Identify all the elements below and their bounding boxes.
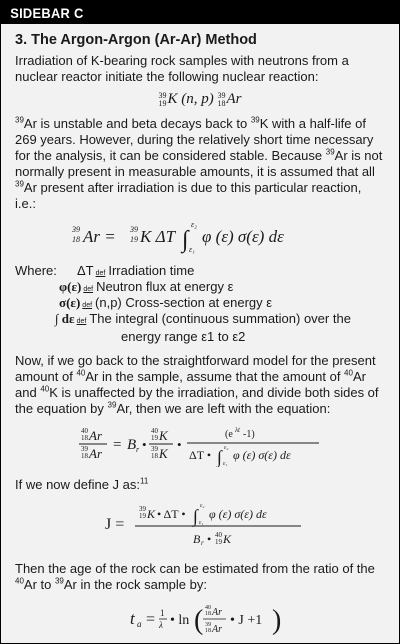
svg-text:Ar: Ar [89,445,102,461]
where-row-range [15,329,385,345]
ratio-equation-graphic [75,423,325,467]
svg-text:• ΔT •: • ΔT • [157,506,186,521]
svg-text:39: 39 [72,224,80,234]
svg-text:∫: ∫ [217,446,222,467]
svg-text:18: 18 [81,433,88,442]
def-symbol: φ(ε) [59,278,82,294]
svg-text:19: 19 [130,234,138,244]
section-title: 3. The Argon-Argon (Ar-Ar) Method [15,32,257,48]
svg-text:=: = [146,610,156,628]
k-symbol: K [167,91,178,107]
def-symbol: ΔT [77,262,94,278]
svg-text:18: 18 [72,234,80,244]
svg-text:40: 40 [151,426,158,435]
j-equation-graphic [75,499,325,551]
svg-text:40: 40 [215,530,222,539]
ar-symbol: Ar [226,91,242,107]
svg-text:Ar: Ar [212,623,222,635]
paragraph-age: Then the age of the rock can be estimated from the ratio of the $^{40}$Ar to $^{39}$Ar in the rock sample by: [15,560,375,592]
svg-text:•: • [207,531,212,546]
svg-text:K: K [159,445,168,461]
svg-text:ε₁: ε₁ [189,244,195,254]
svg-text:(: ( [194,604,204,636]
def-text: (n,p) Cross-section at energy ε [95,294,273,310]
svg-text:Ar: Ar [89,427,102,443]
svg-text:19: 19 [139,511,146,520]
svg-text:ε₂: ε₂ [200,502,205,509]
svg-text:∫: ∫ [193,505,198,526]
where-definitions [15,263,385,345]
svg-text:• ln: • ln [170,612,190,628]
svg-text:1: 1 [160,607,165,618]
svg-text:18: 18 [151,451,158,460]
def-text: Neutron flux at energy ε [96,278,234,294]
ar39-production-equation [15,218,385,257]
svg-text:Ar =: Ar = [83,226,116,246]
svg-text:39: 39 [81,444,88,453]
paragraph-model: Now, if we go back to the straightforward model for the present amount of $^{40}$Ar in the sample, assume that the amount of $^{40}$Ar and $^{40}$K is unaffected by the irradiation, and divide both sides of the equation by $^{39}$Ar, then we are left with the equation: [15,352,379,416]
age-equation [15,599,385,643]
svg-text:•: • [177,436,182,452]
svg-text:39: 39 [151,444,158,453]
reaction-equation [15,91,385,108]
svg-text:ε₁: ε₁ [223,460,228,467]
svg-text:r: r [136,444,140,454]
svg-text:19: 19 [215,537,222,546]
svg-text:39: 39 [205,621,211,628]
np-reaction: (n, p) [181,91,214,107]
svg-text:39: 39 [130,224,138,234]
svg-text:a: a [137,618,142,629]
svg-text:φ (ε) σ(ε) dε: φ (ε) σ(ε) dε [233,447,291,462]
svg-text:19: 19 [151,433,158,442]
svg-text:r: r [201,538,204,547]
svg-text:B: B [127,436,137,453]
ratio-equation [15,423,385,471]
paragraph-define-j: If we now define J as:$^{11}$ [15,476,149,492]
svg-text:ε₂: ε₂ [191,219,197,229]
where-row-integral: ∫ dε def The integral (continuous summation) over the [55,310,351,326]
svg-text:40: 40 [81,426,88,435]
svg-text:λt: λt [235,425,240,434]
ar-isotope-numbers: 39 18 [217,90,226,108]
def-text: The integral (continuous summation) over the [89,310,351,326]
svg-text:K: K [223,531,232,546]
k-isotope-numbers: 39 19 [158,90,167,108]
svg-text:=: = [113,436,122,453]
def-symbol: σ(ε) [59,294,81,310]
svg-text:J =: J = [105,515,125,533]
svg-text:39: 39 [139,504,146,513]
svg-text:∫: ∫ [182,226,189,253]
paragraph-ar39: $^{39}$Ar is unstable and beta decays back to $^{39}$K with a half-life of 269 years. However, during the relatively short time necessary for the analysis, it can be considered stable. Because $^{39}$Ar is not normally present in measurable amounts, it is assumed that all $^{39}$Ar present after irradiation is due to this particular reaction, i.e.: [15,115,383,211]
where-row-cross-section: σ(ε) def (n,p) Cross-section at energy ε [59,294,273,310]
j-equation [15,499,385,555]
age-equation-graphic [90,599,310,639]
svg-text:18: 18 [81,451,88,460]
svg-text:• J +1: • J +1 [230,612,263,628]
svg-text:K: K [147,506,156,521]
where-label: Where: [15,262,57,278]
svg-text:-1): -1) [243,428,255,440]
svg-text:K: K [159,427,168,443]
def-text: Irradiation time [108,262,195,278]
svg-text:18: 18 [205,610,211,617]
svg-text:): ) [272,604,282,636]
svg-text:B: B [193,531,201,546]
svg-text:•: • [142,436,147,452]
svg-text:ΔT •: ΔT • [189,447,212,462]
def-text: energy range ε1 to ε2 [121,328,246,344]
svg-text:ε₂: ε₂ [224,444,229,451]
svg-text:λ: λ [159,619,163,630]
svg-text:Ar: Ar [212,606,222,618]
paragraph-irradiation: Irradiation of K-bearing rock samples with neutrons from a nuclear reactor initiate the following nuclear reaction: [15,53,349,84]
where-row-dt: Where: ΔT def Irradiation time [15,262,195,278]
svg-text:t: t [130,608,135,628]
svg-text:φ (ε) σ(ε) dε: φ (ε) σ(ε) dε [202,226,284,246]
def-symbol: ∫ dε [55,310,75,326]
svg-text:18: 18 [205,627,211,634]
svg-text:ε₁: ε₁ [199,519,204,526]
svg-text:K ΔT: K ΔT [140,226,176,246]
where-row-flux: φ(ε) def Neutron flux at energy ε [59,278,234,294]
svg-text:40: 40 [205,604,211,611]
svg-text:(e: (e [225,428,233,440]
sidebar-content [1,24,399,643]
sidebar-header: SIDEBAR C [1,1,400,24]
ar39-equation-graphic [70,218,330,254]
svg-text:φ (ε) σ(ε) dε: φ (ε) σ(ε) dε [209,506,267,521]
